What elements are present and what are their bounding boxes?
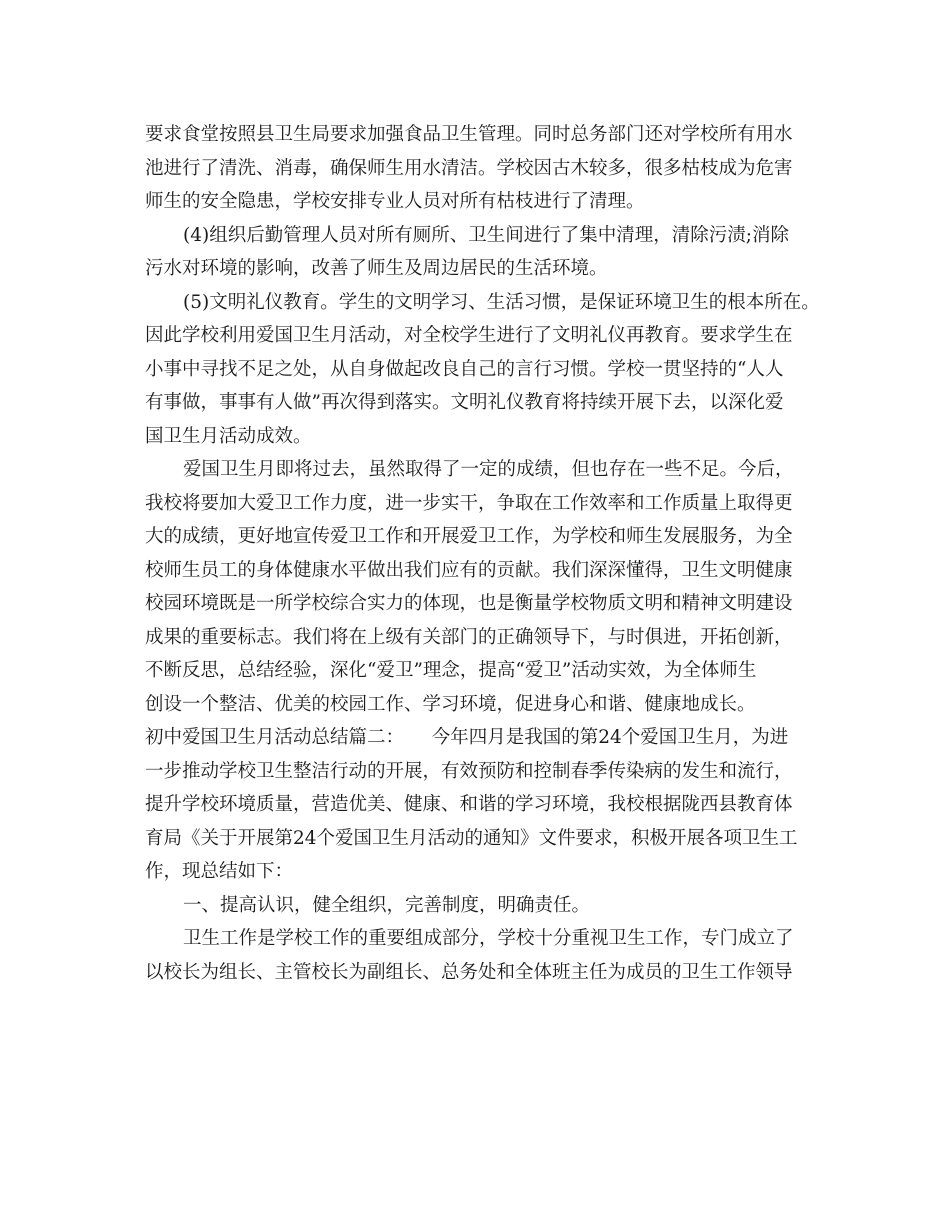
text-line: 一步推动学校卫生整洁行动的开展，有效预防和控制春季传染病的发生和流行，: [145, 760, 793, 782]
text-line: 大的成绩，更好地宣传爱卫工作和开展爱卫工作，为学校和师生发展服务，为全: [145, 526, 793, 547]
text-line: (4)组织后勤管理人员对所有厕所、卫生间进行了集中清理，清除污渍;消除: [183, 224, 789, 246]
text-line: 我校将要加大爱卫工作力度，进一步实干，争取在工作效率和工作质量上取得更: [145, 492, 793, 514]
text-line: 因此学校利用爱国卫生月活动，对全校学生进行了文明礼仪再教育。要求学生在: [145, 325, 793, 346]
text-line: 作，现总结如下：: [145, 861, 294, 882]
text-line: 小事中寻找不足之处，从自身做起改良自己的言行习惯。学校一贯坚持的“人人: [145, 358, 784, 380]
text-line: 池进行了清洗、消毒，确保师生用水清洁。学校因古木较多，很多枯枝成为危害: [145, 157, 793, 179]
text-line: (5)文明礼仪教育。学生的文明学习、生活习惯，是保证环境卫生的根本所在。: [183, 291, 820, 313]
text-line: 国卫生月活动成效。: [145, 425, 312, 447]
text-line: 污水对环境的影响，改善了师生及周边居民的生活环境。: [145, 258, 608, 279]
text-line: 以校长为组长、主管校长为副组长、总务处和全体班主任为成员的卫生工作领导: [145, 961, 793, 983]
text-line: 卫生工作是学校工作的重要组成部分，学校十分重视卫生工作，专门成立了: [183, 928, 794, 949]
text-line: 不断反思，总结经验，深化“爱卫”理念，提高“爱卫”活动实效，为全体师生: [145, 660, 757, 681]
text-line: 育局《关于开展第24个爱国卫生月活动的通知》文件要求，积极开展各项卫生工: [145, 827, 798, 849]
text-line: 一、提高认识，健全组织，完善制度，明确责任。: [183, 894, 591, 916]
text-line: 创设一个整洁、优美的校园工作、学习环境，促进身心和谐、健康地成长。: [145, 693, 756, 715]
text-line: 提升学校环境质量，营造优美、健康、和谐的学习环境，我校根据陇西县教育体: [145, 794, 793, 815]
text-line: 校园环境既是一所学校综合实力的体现，也是衡量学校物质文明和精神文明建设: [145, 593, 793, 614]
text-line: 初中爱国卫生月活动总结篇二： 今年四月是我国的第24个爱国卫生月，为进: [145, 727, 789, 748]
text-line: 要求食堂按照县卫生局要求加强食品卫生管理。同时总务部门还对学校所有用水: [145, 124, 793, 145]
text-line: 爱国卫生月即将过去，虽然取得了一定的成绩，但也存在一些不足。今后，: [183, 459, 794, 480]
text-line: 成果的重要标志。我们将在上级有关部门的正确领导下，与时俱进，开拓创新，: [145, 626, 793, 648]
text-line: 有事做，事事有人做”再次得到落实。文明礼仪教育将持续开展下去，以深化爱: [145, 392, 784, 413]
document-body: [145, 118, 825, 989]
text-line: 师生的安全隐患，学校安排专业人员对所有枯枝进行了清理。: [145, 191, 645, 212]
text-line: 校师生员工的身体健康水平做出我们应有的贡献。我们深深懂得，卫生文明健康: [145, 559, 793, 581]
